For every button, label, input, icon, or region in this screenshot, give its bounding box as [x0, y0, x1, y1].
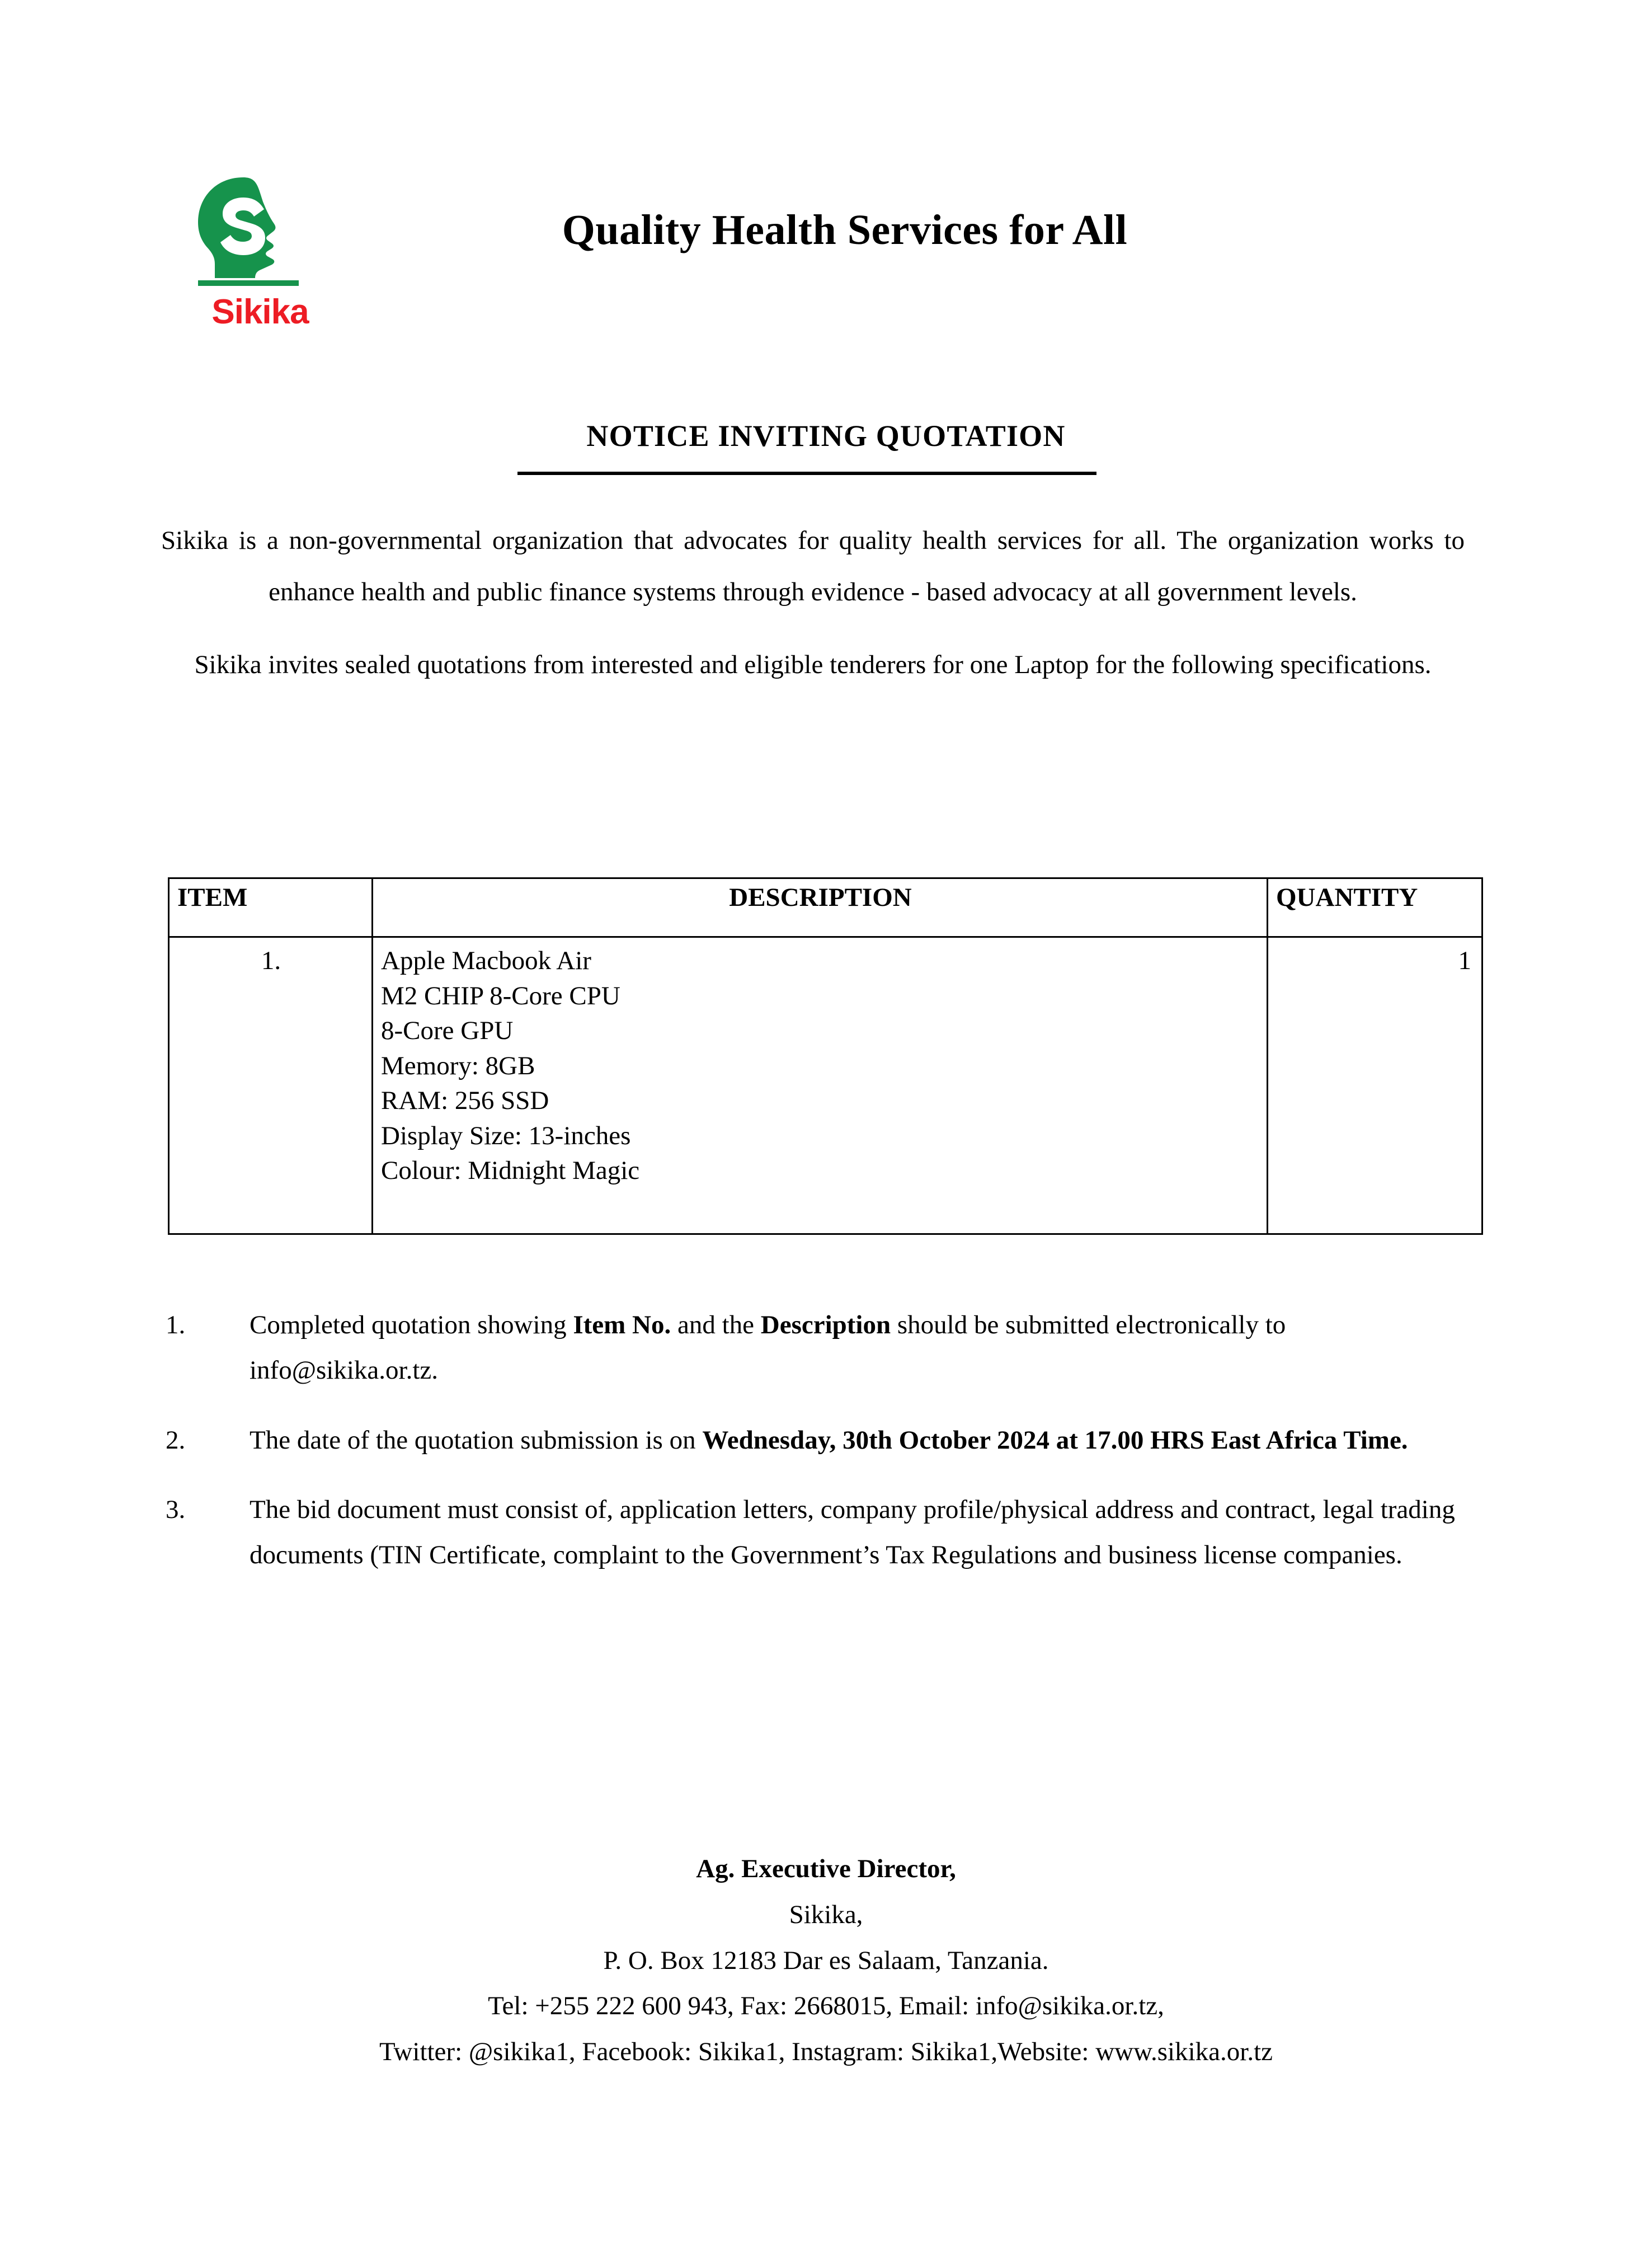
list-item-text: Completed quotation showing Item No. and the Description should be submitted electronically to info@sikika.or.tz. — [250, 1310, 1286, 1385]
list-item — [161, 1418, 1465, 1463]
notice-heading: NOTICE INVITING QUOTATION — [586, 419, 1066, 453]
table-header — [169, 878, 1482, 937]
cell-description — [373, 937, 1268, 1234]
table-row — [169, 937, 1482, 1234]
spec-line: Display Size: 13-inches — [381, 1121, 631, 1150]
footer-line-contact: Tel: +255 222 600 943, Fax: 2668015, Email: info@sikika.or.tz, — [488, 1991, 1164, 2021]
list-item-number: 1. — [166, 1310, 186, 1339]
intro-paragraph-1: Sikika is a non-governmental organization that advocates for quality health services for all. The organization works to enhance health and public finance systems through evidence - based advocacy at all government levels. — [161, 526, 1465, 607]
notice-heading-container — [0, 419, 1652, 453]
table-header-row — [169, 878, 1482, 937]
cell-quantity: 1 — [1268, 937, 1482, 1234]
spec-line: Colour: Midnight Magic — [381, 1156, 640, 1185]
list-item-number: 3. — [166, 1495, 186, 1525]
sikika-logo — [190, 176, 324, 331]
specification-table — [168, 877, 1483, 1235]
list-item-text: The date of the quotation submission is on Wednesday, 30th October 2024 at 17.00 HRS East Africa Time. — [250, 1425, 1408, 1455]
signature-footer — [0, 1846, 1652, 2075]
cell-item-number: 1. — [169, 937, 373, 1234]
list-item-text: The bid document must consist of, application letters, company profile/physical address and contract, legal trading documents (TIN Certificate, complaint to the Government’s Tax Regulations and business license companies. — [250, 1495, 1455, 1570]
list-item — [161, 1303, 1465, 1393]
footer-line-org: Sikika, — [789, 1900, 863, 1929]
column-header-item: ITEM — [169, 878, 373, 937]
column-header-quantity: QUANTITY — [1268, 878, 1482, 937]
sikika-head-logo-icon — [190, 176, 324, 297]
logo-wordmark: Sikika — [211, 293, 309, 331]
intro-paragraph-2: Sikika invites sealed quotations from interested and eligible tenderers for one Laptop for the following specifications. — [194, 650, 1432, 680]
list-item-number: 2. — [166, 1425, 186, 1455]
intro-paragraphs — [161, 515, 1465, 712]
footer-line-social: Twitter: @sikika1, Facebook: Sikika1, Instagram: Sikika1,Website: www.sikika.or.tz — [379, 2037, 1273, 2067]
table-body — [169, 937, 1482, 1234]
column-header-description: DESCRIPTION — [373, 878, 1268, 937]
page-title: Quality Health Services for All — [562, 206, 1128, 253]
document-header — [0, 145, 1652, 347]
instruction-list — [161, 1303, 1465, 1602]
spec-line: RAM: 256 SSD — [381, 1086, 549, 1115]
notice-heading-underline — [517, 472, 1096, 475]
footer-line-address: P. O. Box 12183 Dar es Salaam, Tanzania. — [603, 1945, 1049, 1975]
footer-line-title: Ag. Executive Director, — [696, 1854, 956, 1883]
spec-line: Apple Macbook Air — [381, 946, 591, 975]
spec-line: Memory: 8GB — [381, 1051, 535, 1080]
spec-line: 8-Core GPU — [381, 1016, 514, 1045]
spec-line: M2 CHIP 8-Core CPU — [381, 981, 620, 1010]
list-item — [161, 1487, 1465, 1578]
